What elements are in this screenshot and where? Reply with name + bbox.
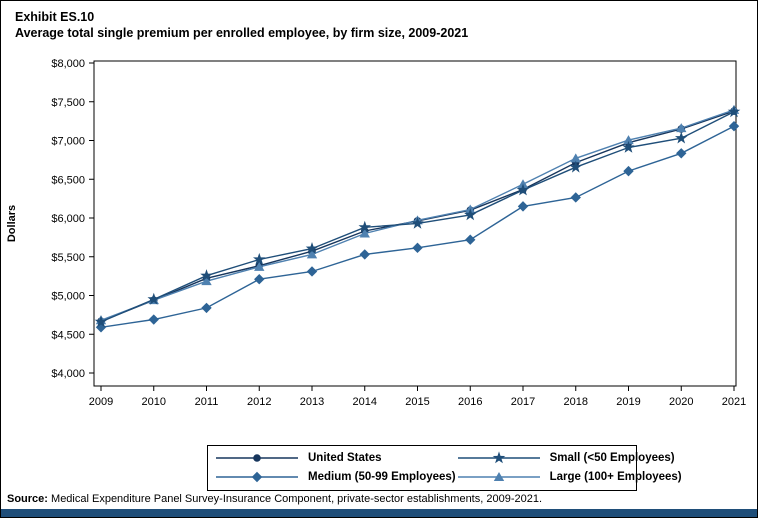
x-tick-label: 2018 (563, 396, 588, 408)
data-point (253, 454, 261, 462)
legend-label: Small (<50 Employees) (549, 452, 675, 464)
data-point (307, 266, 317, 276)
x-tick-label: 2012 (247, 396, 272, 408)
x-tick-label: 2009 (88, 396, 114, 408)
data-point (252, 472, 262, 482)
data-point (676, 148, 686, 158)
legend-grid (214, 450, 682, 485)
legend-label: Medium (50-99 Employees) (308, 471, 456, 483)
series-triangle (96, 105, 739, 324)
y-axis-ticks (51, 58, 94, 380)
data-point (492, 451, 505, 463)
series-line (101, 110, 734, 320)
x-axis-ticks (89, 386, 746, 408)
data-point (729, 121, 739, 131)
x-tick-label: 2021 (721, 396, 747, 408)
x-tick-label: 2014 (352, 396, 377, 408)
chart-canvas (1, 45, 758, 419)
legend-marker-canvas (456, 469, 542, 485)
y-tick-label: $4,000 (51, 368, 85, 380)
legend-item-small (456, 450, 682, 466)
data-point (149, 314, 159, 324)
legend-marker-canvas (214, 469, 300, 485)
legend-item-united-states (214, 450, 456, 466)
data-point (412, 243, 422, 253)
data-point (571, 192, 581, 202)
y-tick-label: $5,000 (51, 290, 85, 303)
triangle-marker-icon (456, 469, 542, 485)
x-tick-label: 2013 (299, 396, 325, 408)
x-tick-label: 2017 (510, 396, 536, 408)
circle-marker-icon (214, 450, 300, 466)
data-point (360, 249, 370, 259)
series-line (101, 126, 734, 327)
series-diamond (96, 121, 739, 333)
data-point (623, 166, 633, 176)
title-block (15, 9, 468, 41)
y-tick-label: $4,500 (51, 329, 85, 342)
x-tick-label: 2015 (405, 396, 430, 408)
y-tick-label: $7,000 (51, 135, 85, 148)
data-point (517, 184, 530, 196)
x-tick-label: 2020 (669, 396, 694, 408)
legend-label: United States (308, 452, 382, 464)
legend-item-medium (214, 469, 456, 485)
star-marker-icon (456, 450, 542, 466)
data-point (465, 235, 475, 245)
exhibit-label: Exhibit ES.10 (15, 10, 95, 24)
chart-legend (207, 445, 682, 491)
data-point (570, 161, 583, 173)
x-tick-label: 2011 (194, 396, 219, 408)
y-tick-label: $6,000 (51, 213, 85, 225)
legend-marker-canvas (456, 450, 542, 466)
source-note (7, 493, 542, 505)
legend-label: Large (100+ Employees) (549, 471, 682, 483)
y-tick-label: $5,500 (51, 251, 85, 264)
legend-marker-canvas (214, 450, 300, 466)
legend-item-large (456, 469, 682, 485)
data-point (201, 303, 211, 313)
data-point (254, 274, 264, 284)
y-tick-label: $7,500 (51, 96, 85, 109)
y-axis-label: Dollars (6, 204, 18, 243)
source-label: Source: (7, 493, 48, 505)
footer-accent-bar (1, 509, 757, 517)
premium-line-chart (1, 45, 758, 419)
x-tick-label: 2016 (458, 396, 483, 408)
diamond-marker-icon (214, 469, 300, 485)
data-point (518, 201, 528, 211)
chart-title: Average total single premium per enrolled employee, by firm size, 2009-2021 (15, 26, 469, 40)
x-tick-label: 2010 (141, 396, 166, 408)
x-tick-label: 2019 (616, 396, 641, 408)
data-point (675, 132, 688, 144)
y-tick-label: $8,000 (51, 58, 85, 70)
y-tick-label: $6,500 (51, 174, 85, 187)
source-text: Medical Expenditure Panel Survey-Insurance Component, private-sector establishments, 2009-2021. (47, 493, 543, 505)
